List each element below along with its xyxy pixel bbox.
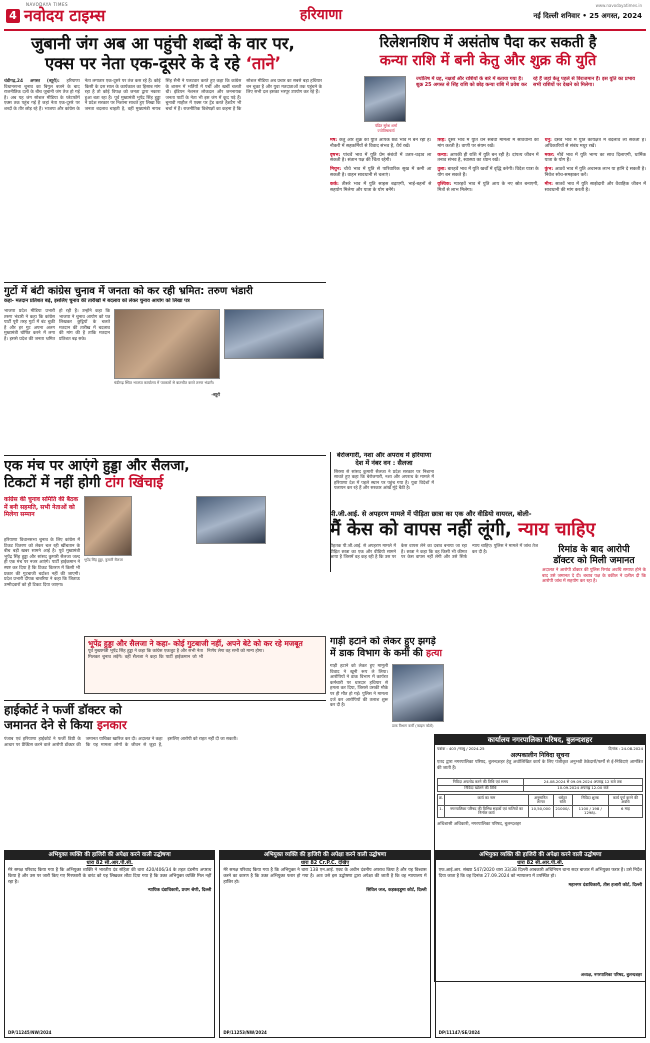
astrologer-photo — [364, 76, 406, 122]
horoscope-sign-text: चौथे भाव में युति से पारिवारिक सुख में कमी आ सकती है। वाहन सावधानी से चलाएं। — [330, 167, 432, 178]
astrologer-title: ज्योतिषाचार्य — [377, 127, 395, 133]
pgi-body: रोहतक पी.जी.आई. से अपहरण मामले में पीड़ित छात्रा का एक और वीडियो सामने आया है जिसमें वह कह रही है कि उस पर केस वापस लेने का दबाव बनाया जा रहा है। छात्रा ने कहा कि वह किसी भी कीमत पर केस वापस नहीं लेगी और उसे सिर्फ न्याय चाहिए। पुलिस ने मामले में जांच तेज कर दी है। — [330, 544, 538, 561]
horoscope-sign-text: दूसरे भाव में युति धन संबंधी मामलों में सावधानी की मांग करती है। वाणी पर संयम रखें। — [437, 138, 539, 149]
congress-body-3 — [224, 363, 324, 449]
astrologer-name: पंडित सुरेश शर्मा — [374, 123, 398, 128]
lead-headline-2a: एक्स पर नेता एक-दूसरे के दे रहे — [45, 54, 246, 73]
lead-dateline: चंडीगढ़,24 अगस्त (ब्यूरो): — [4, 79, 60, 84]
tender-date-value: 24.08.2024 से 09.09.2024 अपराह्न 12 बजे तक — [523, 779, 642, 786]
tender-ref-date: दिनांक : 24.08.2024 — [608, 746, 643, 751]
legal-notice-title: अभियुक्त व्यक्ति की हाजिरी की अपेक्षा करने वाली उद्घोषणा — [220, 851, 429, 860]
horoscope-sign-name: मिथुन: — [330, 167, 342, 173]
hooda-body-col3 — [270, 496, 326, 616]
tender-date-label: निविदा अपलोड करने की तिथि एवं समय — [438, 779, 524, 786]
header-city: नई दिल्ली — [533, 12, 559, 20]
postoffice-headline-1: गाड़ी हटाने को लेकर हुए झगड़े — [330, 636, 436, 647]
divider-congress — [4, 455, 326, 456]
horoscope-feature — [330, 34, 646, 446]
congress-photo — [114, 309, 220, 379]
tender-cell-work: नगरपालिका परिषद की विभिन्न सड़कों एवं नालियों का निर्माण कार्य — [445, 806, 529, 817]
horoscope-sign-name: मेष: — [330, 138, 338, 143]
legal-notice-section: धारा 82 सी.आर.पी.सी. — [86, 860, 133, 866]
remand-headline-2: डॉक्टर को मिली जमानत — [553, 555, 635, 566]
header-day: शनिवार — [560, 12, 580, 20]
tender-ref: पत्रांक : 403 /नपबु / 2024-25 — [437, 746, 485, 751]
lead-body-text: हरियाणा विधानसभा चुनाव का बिगुल बजने के बाद राजनीतिक दलों के बीच जुबानी जंग तेज हो गई है। अब यह जंग सोशल मीडिया के प्लेटफॉर्म एक्स तक पहुंच गई है जहां नेता एक-दूसरे पर शब्दों के तीर छोड़ रहे हैं। भाजपा और कांग्रेस के नेता लगातार एक-दूसरे पर तंज कस रहे हैं। कोई किसी के दस साल के कार्यकाल का हिसाब मांग रहा है तो कोई विपक्ष को जनता द्वारा नकारा हुआ बता रहा है। पूर्व मुख्यमंत्री भूपेंद्र सिंह हुड्डा ने प्रदेश सरकार पर निशाना साधते हुए लिखा कि जनता बदलाव चाहती है, वहीं मुख्यमंत्री नायब सिंह सैनी ने पलटवार करते हुए कहा कि कांग्रेस के शासन में भर्तियों में पर्ची और खर्ची चलती थी। इंडियन नेशनल लोकदल और जननायक जनता पार्टी के नेता भी इस जंग में कूद पड़े हैं। चुनावी माहौल में एक्स पर ट्रेंड करते हैशटैग भी चर्चा में हैं। राजनीतिक विशेषज्ञों का कहना है कि सोशल मीडिया अब प्रचार का सबसे बड़ा हथियार बन चुका है और युवा मतदाताओं तक पहुंचने के लिए सभी दल इसका भरपूर उपयोग कर रहे हैं। — [4, 79, 322, 112]
remand-body: अदालत ने आरोपी डॉक्टर की पुलिस रिमांड अवधि समाप्त होने के बाद उसे जमानत दे दी। बचाव पक्ष के वकील ने दलील दी कि आरोपी जांच में सहयोग कर रहा है। — [542, 568, 646, 585]
tender-column-header: अनुमानित लागत — [528, 795, 553, 806]
horoscope-sign-name: वृषभ: — [330, 152, 341, 158]
header-date: 25 अगस्त, 2024 — [589, 12, 642, 20]
hooda-photo-2 — [196, 496, 266, 544]
tender-column-header: क्र. — [438, 795, 445, 806]
hooda-story — [4, 458, 326, 698]
horoscope-sign — [330, 167, 431, 179]
court-body: पंजाब एवं हरियाणा हाईकोर्ट ने फर्जी डिग्री के आधार पर प्रैक्टिस करने वाले आरोपी डॉक्टर की जमानत याचिका खारिज कर दी। अदालत ने कहा कि यह मामला लोगों के जीवन से जुड़ा है, इसलिए आरोपी को राहत नहीं दी जा सकती। — [4, 737, 238, 748]
horoscope-sign-name: कर्क: — [330, 181, 339, 187]
tender-date-label: निविदा खोलने की तिथि — [438, 785, 524, 792]
pgi-headline — [330, 519, 646, 541]
horoscope-sign-text: ग्यारहवें भाव में युति आय के नए स्रोत बनाएगी, मित्रों से लाभ मिलेगा। — [437, 181, 539, 193]
pgi-headline-a: मैं केस को वापस नहीं लूंगी, — [330, 519, 518, 540]
masthead-logo: नवोदय टाइम्स — [24, 6, 106, 25]
legal-notice-code: DP/11253/NW/2024 — [223, 1030, 267, 1035]
horoscope-sign — [330, 153, 431, 165]
legal-notice-title: अभियुक्त व्यक्ति की हाजिरी की अपेक्षा करने वाली उद्घोषणा — [5, 851, 214, 860]
pgi-headline-b: न्याय चाहिए — [517, 519, 596, 540]
congress-headline: गुटों में बंटी कांग्रेस चुनाव में जनता को कर रही भ्रमित: तरुण भंडारी — [4, 286, 253, 297]
congress-body-2 — [114, 393, 220, 449]
tender-column-header: कार्य का नाम — [445, 795, 529, 806]
tender-works-table — [437, 794, 643, 817]
header-site[interactable]: www.navodayatimes.in — [595, 3, 642, 8]
horoscope-sign — [437, 138, 538, 150]
lead-headline-1: जुबानी जंग अब आ पहुंची शब्दों के वार पर, — [31, 34, 295, 53]
horoscope-sign-name: कन्या: — [437, 152, 448, 158]
lead-headline-2 — [4, 54, 322, 74]
court-headline-2a: जमानत देने से किया — [4, 718, 97, 732]
horoscope-sign — [330, 182, 431, 194]
hooda-headline-2a: टिकटों में नहीं होगी — [4, 475, 106, 491]
horoscope-sign-text: केतु और शुक्र की युति आपके छठे भाव में बन रही है। नौकरी में सहकर्मियों से विवाद संभव है, धैर्य रखें। — [330, 138, 432, 149]
horoscope-sign — [437, 167, 538, 179]
legal-notice — [4, 850, 215, 1038]
tender-office: कार्यालय नगरपालिका परिषद, बुलन्दशहर — [435, 735, 645, 745]
postoffice-body: गाड़ी हटाने को लेकर हुए मामूली विवाद ने खूनी रूप ले लिया। आरोपियों ने डाक विभाग में कार्यरत कर्मचारी पर धारदार हथियार से हमला कर दिया, जिससे उसकी मौके पर ही मौत हो गई। पुलिस ने मामला दर्ज कर आरोपियों की तलाश शुरू कर दी है। — [330, 664, 388, 709]
legal-notice — [219, 850, 430, 1038]
horoscope-sign-name: मकर: — [544, 152, 555, 158]
masthead-small: NAVODAYA TIMES — [26, 2, 69, 7]
hooda-body-col2 — [136, 496, 192, 616]
legal-notices — [4, 850, 646, 1038]
lead-headline-2b: ‘ताने’ — [245, 54, 281, 73]
horoscope-headline-1: रिलेशनशिप में असंतोष पैदा कर सकती है — [379, 35, 597, 51]
page-number: 4 — [6, 9, 20, 23]
legal-notice-body: मेरे समक्ष परिवाद किया गया है कि अभियुक्त व्यक्ति ने भारतीय दंड संहिता की धारा 420/406/34 के तहत दंडनीय अपराध किया है और उस पर जारी किए गए गिरफ्तारी के वारंट को यह लिखकर लौटा दिया गया है कि उक्त अभियुक्त व्यक्ति मिल नहीं रहा है। — [8, 868, 212, 885]
hooda-photo-caption: भूपेंद्र सिंह हुड्डा, कुमारी सैलजा — [84, 558, 123, 562]
legal-notice — [435, 850, 646, 1038]
legal-notice-footer: सिविल जज, कड़कड़डूमा कोर्ट, दिल्ली — [366, 888, 427, 894]
tender-intro: एतद द्वारा नगरपालिका परिषद, बुलन्दशहर हेतु अधोलिखित कार्य के लिए पंजीकृत अनुभवी ठेकेदारों/फर्मों से ई-निविदाएं आमंत्रित की जाती हैं। — [437, 760, 643, 771]
hooda-headline-2b: टांग खिंचाई — [105, 475, 164, 491]
legal-notice-footer: न्यायिक दंडाधिकारी, प्रथम श्रेणी, दिल्ली — [147, 888, 212, 894]
lead-story — [4, 34, 322, 279]
tender-signatory: अध्यक्ष, नगरपालिका परिषद, बुलन्दशहर — [580, 972, 642, 977]
postoffice-headline-2a: में डाक विभाग के कर्मी की — [330, 648, 427, 659]
hooda-subhead: कांग्रेस की चुनाव समिति की बैठक में बनी सहमति, सभी नेताओं को मिलेगा सम्मान — [4, 496, 79, 519]
legal-notice-code: DP/11245/NW/2024 — [8, 1030, 52, 1035]
remand-headline-1: रिमांड के बाद आरोपी — [558, 544, 630, 555]
tender-ref-row — [435, 745, 645, 752]
page-header — [0, 0, 650, 30]
legal-notice-code: DP/11147/SE/2024 — [438, 1030, 480, 1035]
horoscope-intro: ज्योतिष में ग्रह, नक्षत्रों और राशियों के बारे में बताया गया है। शुक्र 25 अगस्त से सिंह राशि को छोड़ कन्या राशि में प्रवेश कर रहे हैं जहां केतु पहले से विराजमान हैं। इस युति का प्रभाव सभी राशियों पर देखने को मिलेगा। — [416, 76, 636, 89]
tender-footer: अधिशासी अधिकारी, नगरपालिका परिषद, बुलन्दशहर — [437, 821, 521, 827]
congress-subhead: कहा- मतदान प्रतिशत बढ़े, इसलिए चुनाव की तारीखों में बदलाव को लेकर चुनाव आयोग को लिखा पत्र — [4, 298, 190, 304]
tender-dates-table — [437, 778, 643, 792]
tender-date-row — [438, 779, 643, 786]
court-headline-2b: इनकार — [96, 718, 127, 732]
horoscope-sign — [545, 153, 646, 165]
pgi-kicker: पी.जी.आई. से अपहरण मामले में पीड़िता छात्रा का एक और वीडियो वायरल, बोली- — [330, 510, 532, 518]
horoscope-sign — [545, 138, 646, 150]
legal-notice-title: अभियुक्त व्यक्ति की हाजिरी की अपेक्षा करने वाली उद्घोषणा — [436, 851, 645, 860]
court-headline-1: हाईकोर्ट ने फर्जी डॉक्टर को — [4, 703, 122, 717]
hooda-photo — [84, 496, 132, 556]
tender-cell-fee: 1100 / 198 / 1298/- — [572, 806, 608, 817]
header-dateline — [533, 12, 642, 21]
horoscope-headline-2: कन्या राशि में बनी केतु और शुक्र की युति — [379, 53, 597, 69]
tender-row — [438, 806, 643, 817]
tender-column-header: कार्य पूर्ण करने की अवधि — [608, 795, 642, 806]
tender-cell-no: 1. — [438, 806, 445, 817]
horoscope-sign-text: बारहवें भाव में युति खर्चों में वृद्धि करेगी। विदेश यात्रा के योग बन सकते हैं। — [437, 167, 539, 178]
horoscope-sign — [330, 138, 431, 150]
divider-court — [4, 700, 326, 701]
horoscope-sign — [437, 153, 538, 165]
hooda-headline-2 — [4, 475, 326, 492]
postoffice-headline-2 — [330, 648, 534, 660]
horoscope-sign-text: दसवें भाव में युति कार्यक्षेत्र में बदलाव ला सकती है। अधिकारियों से संबंध मधुर रखें। — [544, 138, 646, 149]
court-headline-2 — [4, 718, 326, 733]
congress-photo-2 — [224, 309, 324, 359]
tender-cell-cost: 10,50,000 — [528, 806, 553, 817]
astrologer-byline — [360, 124, 412, 133]
sailja-body: सिरसा से सांसद कुमारी सैलजा ने प्रदेश सरकार पर निशाना साधते हुए कहा कि बेरोजगारी, नशा और अपराध के मामले में हरियाणा देश में पहले स्थान पर पहुंच गया है। युवा विदेशों में पलायन कर रहे हैं और सरकार आंखें मूंदे बैठी है। — [334, 469, 434, 492]
horoscope-sign — [437, 182, 538, 194]
congress-body: भाजपा प्रदेश मीडिया प्रभारी तरुण भंडारी ने कहा कि कांग्रेस पार्टी पूरी तरह गुटों में बंट चुकी है और हर गुट अपना अलग मुख्यमंत्री घोषित करने में लगा है। इससे प्रदेश की जनता भ्रमित हो रही है। उन्होंने कहा कि भाजपा ने चुनाव आयोग को पत्र लिखकर छुट्टियों के चलते मतदान की तारीख में बदलाव की मांग की है ताकि मतदान प्रतिशत बढ़ सके। — [4, 309, 110, 342]
legal-notice-footer: महानगर दंडाधिकारी, तीस हजारी कोर्ट, दिल्ली — [568, 882, 642, 888]
legal-notice-body: मेरे समक्ष परिवाद किया गया है कि अभियुक्त ने धारा 138 एन.आई. एक्ट के अधीन दंडनीय अपराध किया है और यह विश्वास करने का कारण है कि उक्त अभियुक्त फरार हो गया है। अतः उसे इस उद्घोषणा द्वारा अपेक्षा की जाती है कि वह न्यायालय में हाजिर हो। — [223, 868, 427, 885]
section-title: हरियाणा — [299, 7, 343, 23]
tender-title: अल्पकालीन निविदा सूचना — [510, 752, 570, 759]
horoscope-sign-text: नौवें भाव में युति भाग्य का साथ दिलाएगी, धार्मिक यात्रा के योग हैं। — [544, 152, 646, 164]
horoscope-sign-text: पांचवें भाव में युति प्रेम संबंधों में उतार-चढ़ाव ला सकती है। संतान पक्ष की चिंता रहेगी। — [330, 152, 432, 164]
horoscope-sign-name: वृश्चिक: — [437, 181, 452, 187]
header-separator: • — [582, 12, 587, 20]
tender-column-header: निविदा शुल्क — [572, 795, 608, 806]
remand-box — [542, 544, 646, 634]
horoscope-sign-name: मीन: — [544, 181, 553, 187]
horoscope-sign-text: आपकी ही राशि में युति बन रही है। दांपत्य जीवन में तनाव संभव है, स्वास्थ्य का ध्यान रखें। — [437, 152, 539, 164]
horoscope-signs — [330, 138, 646, 444]
horoscope-sign-text: सातवें भाव में युति साझेदारी और वैवाहिक जीवन में सावधानी की मांग करती है। — [544, 181, 646, 193]
court-story — [4, 703, 326, 833]
header-rule — [4, 29, 646, 31]
lead-body — [4, 79, 322, 271]
congress-story — [4, 285, 326, 453]
congress-caption: चंडीगढ़ स्थित भाजपा कार्यालय में पत्रकारों से बातचीत करते तरुण भंडारी। — [114, 380, 215, 385]
horoscope-sign-text: आठवें भाव में युति अचानक लाभ या हानि दे सकती है। निवेश सोच-समझकर करें। — [544, 167, 646, 178]
divider-lead — [4, 282, 326, 283]
tender-date-value: 10.09.2024 अपराह्न 12.00 बजे — [523, 785, 642, 792]
hooda-box-body: पूर्व मुख्यमंत्री भूपेंद्र सिंह हुड्डा ने कहा कि कांग्रेस एकजुट है और सभी नेता मिलकर चुनाव लड़ेंगे। वहीं सैलजा ने कहा कि पार्टी हाईकमान जो भी निर्णय लेगा वह सभी को मान्य होगा। — [88, 649, 265, 660]
horoscope-sign-text: तीसरे भाव में युति साहस बढ़ाएगी, भाई-बहनों से सहयोग मिलेगा और यात्रा के योग बनेंगे। — [330, 181, 432, 193]
congress-byline: -ब्यूरो — [211, 393, 220, 398]
postoffice-headline-2b: हत्या — [426, 648, 442, 659]
legal-notice-body: एफ.आई.आर. संख्या 547/2020 धारा 33/38 दिल्ली आबकारी अधिनियम थाना सदर बाजार में अभियुक्त फरार है। उसे निर्देश दिया जाता है कि वह दिनांक 27.09.2024 को न्यायालय में उपस्थित हो। — [438, 868, 642, 879]
hooda-headline-1: एक मंच पर आएंगे हुड्डा और सैलजा, — [4, 458, 190, 474]
tender-date-row — [438, 785, 643, 792]
legal-notice-section: धारा 82 Cr.P.C. देखिए — [300, 860, 350, 866]
horoscope-sign-name: कुंभ: — [544, 167, 554, 173]
tender-cell-emd: 21000/- — [553, 806, 572, 817]
postoffice-caption: डाक विभाग कर्मी (फाइल फोटो) — [392, 724, 434, 728]
sailja-headline: बेरोजगारी, नशा और अपराध में हरियाणा देश में नंबर वन : सैलजा — [336, 452, 432, 467]
tender-column-header: धरोहर राशि — [553, 795, 572, 806]
postoffice-photo — [392, 664, 444, 722]
horoscope-sign — [545, 167, 646, 179]
hooda-body: हरियाणा विधानसभा चुनाव के लिए कांग्रेस में टिकट वितरण को लेकर चल रही खींचतान के बीच बड़ी खबर सामने आई है। पूर्व मुख्यमंत्री भूपेंद्र सिंह हुड्डा और सांसद कुमारी सैलजा जल्द ही एक मंच पर नजर आएंगे। पार्टी हाईकमान ने स्पष्ट कर दिया है कि टिकट वितरण में किसी भी प्रकार की गुटबाजी बर्दाश्त नहीं की जाएगी। प्रदेश प्रभारी दीपक बाबरिया ने कहा कि जिताऊ उम्मीदवारों को ही टिकट दिया जाएगा। — [4, 538, 80, 588]
legal-notice-section: धारा 82 सी.आर.पी.सी. — [517, 860, 564, 866]
hooda-box-headline: भूपेंद्र हुड्डा और सैलजा ने कहा- कोई गुटबाजी नहीं, अपने बेटे को कर रहे मजबूत — [88, 639, 303, 648]
horoscope-sign-name: तुला: — [437, 167, 447, 173]
hooda-box — [84, 636, 326, 694]
horoscope-sign-name: धनु: — [544, 138, 552, 143]
tender-cell-period: 6 माह — [608, 806, 642, 817]
horoscope-sign-name: सिंह: — [437, 138, 446, 143]
horoscope-sign — [545, 182, 646, 194]
